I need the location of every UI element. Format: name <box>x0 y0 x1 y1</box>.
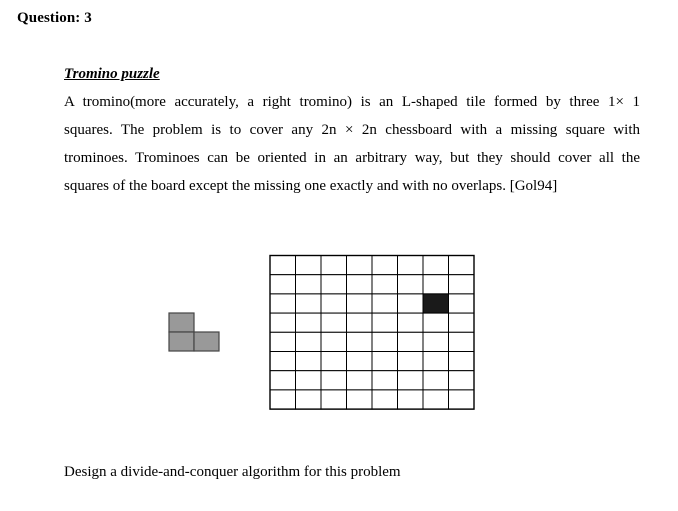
board-square <box>423 313 449 332</box>
board-square <box>372 294 398 313</box>
board-square <box>321 352 347 371</box>
section-title: Tromino puzzle <box>64 66 160 82</box>
board-square <box>398 313 424 332</box>
board-square <box>449 332 475 351</box>
tromino-figure <box>168 312 222 352</box>
board-square <box>449 313 475 332</box>
board-square <box>449 275 475 294</box>
missing-square <box>423 294 449 313</box>
tromino-square <box>194 332 219 351</box>
tromino-square <box>169 332 194 351</box>
board-square <box>449 294 475 313</box>
board-square <box>398 256 424 275</box>
board-square <box>321 371 347 390</box>
paragraph-line-1: A tromino(more accurately, a right tromino) is an L-shaped tile formed by three 1× 1 <box>64 94 640 110</box>
board-square <box>296 313 322 332</box>
board-square <box>296 332 322 351</box>
board-square <box>449 371 475 390</box>
paragraph-line-3: trominoes. Trominoes can be oriented in an arbitrary way, but they should cover all the <box>64 150 640 166</box>
board-square <box>372 256 398 275</box>
chessboard <box>268 254 478 412</box>
board-square <box>321 390 347 409</box>
board-square <box>449 390 475 409</box>
board-square <box>270 332 296 351</box>
paragraph-line-2: squares. The problem is to cover any 2n × 2n chessboard with a missing square with <box>64 122 640 138</box>
board-square <box>347 275 373 294</box>
board-square <box>321 275 347 294</box>
board-square <box>270 390 296 409</box>
board-square <box>423 371 449 390</box>
task-text: Design a divide-and-conquer algorithm for this problem <box>64 464 401 480</box>
board-square <box>347 313 373 332</box>
board-square <box>398 332 424 351</box>
board-square <box>347 352 373 371</box>
board-square <box>423 275 449 294</box>
board-square <box>270 352 296 371</box>
board-square <box>372 371 398 390</box>
board-square <box>423 390 449 409</box>
board-square <box>296 256 322 275</box>
board-square <box>296 390 322 409</box>
board-square <box>296 294 322 313</box>
board-square <box>296 275 322 294</box>
board-square <box>296 371 322 390</box>
board-square <box>372 332 398 351</box>
board-square <box>398 294 424 313</box>
board-square <box>270 275 296 294</box>
board-square <box>372 275 398 294</box>
board-square <box>347 332 373 351</box>
board-square <box>347 371 373 390</box>
board-square <box>372 313 398 332</box>
board-square <box>347 294 373 313</box>
board-square <box>270 294 296 313</box>
board-square <box>423 256 449 275</box>
question-heading: Question: 3 <box>17 10 92 26</box>
board-square <box>372 352 398 371</box>
board-square <box>347 256 373 275</box>
board-square <box>270 256 296 275</box>
board-square <box>296 352 322 371</box>
board-square <box>449 352 475 371</box>
board-square <box>372 390 398 409</box>
board-square <box>321 256 347 275</box>
board-square <box>423 332 449 351</box>
board-square <box>398 275 424 294</box>
board-square <box>321 313 347 332</box>
board-square <box>398 390 424 409</box>
board-square <box>270 371 296 390</box>
board-square <box>398 371 424 390</box>
paragraph-line-4: squares of the board except the missing one exactly and with no overlaps. [Gol94] <box>64 178 558 194</box>
board-square <box>321 294 347 313</box>
board-square <box>423 352 449 371</box>
tromino-square <box>169 313 194 332</box>
board-square <box>449 256 475 275</box>
board-square <box>398 352 424 371</box>
board-square <box>347 390 373 409</box>
board-square <box>270 313 296 332</box>
board-square <box>321 332 347 351</box>
